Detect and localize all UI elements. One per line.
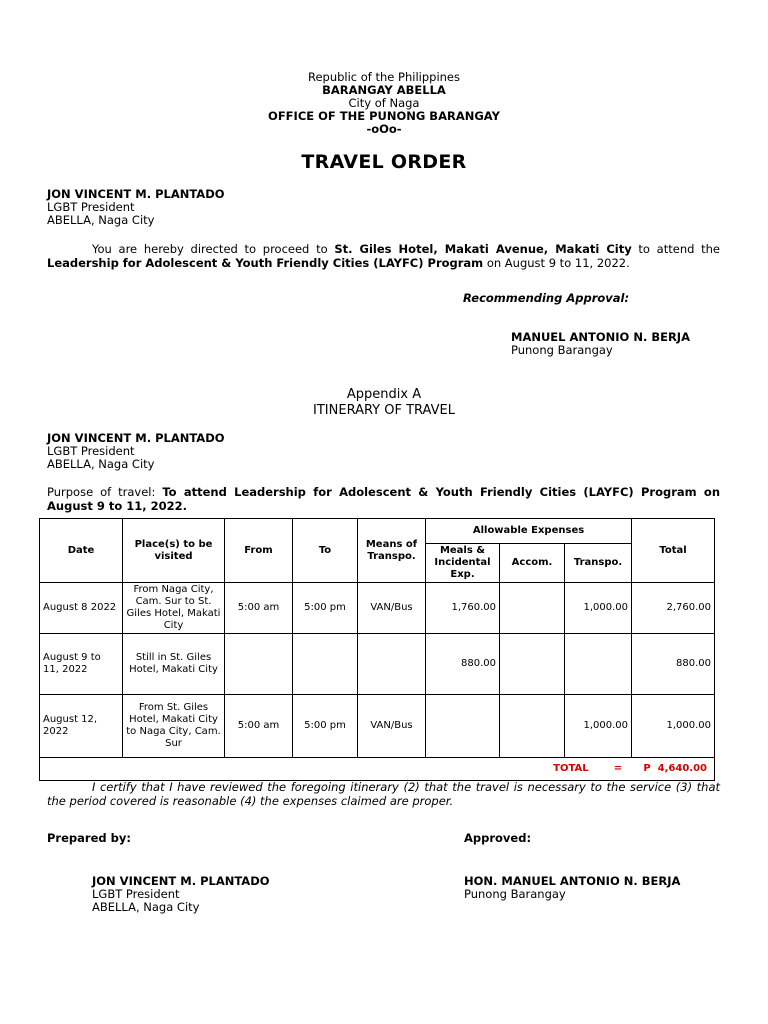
appendix-subtitle: ITINERARY OF TRAVEL (313, 403, 455, 418)
itinerary-table (39, 518, 715, 781)
appendix-address: ABELLA, Naga City (47, 457, 155, 471)
header-means: Means of Transpo. (358, 519, 426, 583)
recommending-position: Punong Barangay (511, 343, 613, 357)
body-text-3: on August 9 to 11, 2022. (483, 256, 630, 270)
cell-accom (500, 634, 565, 695)
addressee-name: JON VINCENT M. PLANTADO (47, 187, 225, 201)
cell-from: 5:00 am (225, 695, 293, 758)
cell-meals (426, 695, 500, 758)
cell-means (358, 634, 426, 695)
prepared-position: LGBT President (92, 887, 180, 901)
cell-accom (500, 695, 565, 758)
header-total: Total (632, 519, 715, 583)
header-to: To (293, 519, 358, 583)
body-text-2: to attend the (631, 242, 720, 256)
certification-text: I certify that I have reviewed the foregoing itinerary (2) that the travel is necessary to the service (3) that the period covered is reasonable (4) the expenses claimed are proper. (47, 780, 720, 808)
appendix-addressee (47, 432, 225, 471)
total-label: TOTAL (553, 763, 589, 774)
cell-place: From St. Giles Hotel, Makati City to Naga City, Cam. Sur (123, 695, 225, 758)
cell-meals: 1,760.00 (426, 583, 500, 634)
total-equals: = (613, 763, 623, 774)
cell-to (293, 634, 358, 695)
prepared-address: ABELLA, Naga City (92, 900, 200, 914)
approved-position: Punong Barangay (464, 887, 566, 901)
total-cell (40, 758, 715, 781)
addressee-address: ABELLA, Naga City (47, 213, 155, 227)
cell-to: 5:00 pm (293, 695, 358, 758)
body-paragraph (47, 242, 720, 270)
destination: St. Giles Hotel, Makati Avenue, Makati City (334, 242, 632, 256)
table-row (40, 583, 715, 634)
letterhead-barangay: BARANGAY ABELLA (322, 83, 446, 97)
prepared-by-label: Prepared by: (47, 831, 131, 845)
table-header-row (40, 519, 715, 544)
cell-date: August 9 to 11, 2022 (40, 634, 123, 695)
table-total-row (40, 758, 715, 781)
cell-date: August 12, 2022 (40, 695, 123, 758)
approved-name: HON. MANUEL ANTONIO N. BERJA (464, 874, 681, 888)
header-places: Place(s) to be visited (123, 519, 225, 583)
cell-transpo: 1,000.00 (565, 583, 632, 634)
approved-label: Approved: (464, 831, 532, 845)
letterhead-city: City of Naga (348, 96, 420, 110)
program-name: Leadership for Adolescent & Youth Friendly Cities (LAYFC) Program (47, 256, 484, 270)
header-from: From (225, 519, 293, 583)
recommending-name: MANUEL ANTONIO N. BERJA (511, 330, 690, 344)
recommending-signatory (511, 331, 690, 357)
cell-total: 1,000.00 (632, 695, 715, 758)
header-allowable-expenses: Allowable Expenses (426, 519, 632, 544)
cell-means: VAN/Bus (358, 695, 426, 758)
addressee-position: LGBT President (47, 200, 135, 214)
cell-total: 2,760.00 (632, 583, 715, 634)
cell-transpo (565, 634, 632, 695)
cell-place: From Naga City, Cam. Sur to St. Giles Hotel, Makati City (123, 583, 225, 634)
cell-total: 880.00 (632, 634, 715, 695)
cell-date: August 8 2022 (40, 583, 123, 634)
page-title: TRAVEL ORDER (301, 151, 467, 173)
approved-signatory (464, 875, 680, 901)
letterhead-ornament: -oOo- (366, 122, 402, 136)
letterhead-office: OFFICE OF THE PUNONG BARANGAY (268, 109, 500, 123)
appendix-title: Appendix A (346, 387, 422, 402)
cell-place: Still in St. Giles Hotel, Makati City (123, 634, 225, 695)
header-meals: Meals & Incidental Exp. (426, 544, 500, 583)
appendix-position: LGBT President (47, 444, 135, 458)
cell-means: VAN/Bus (358, 583, 426, 634)
appendix-name: JON VINCENT M. PLANTADO (47, 431, 225, 445)
cell-to: 5:00 pm (293, 583, 358, 634)
header-accom: Accom. (500, 544, 565, 583)
letterhead-republic: Republic of the Philippines (307, 70, 461, 84)
cell-from: 5:00 am (225, 583, 293, 634)
header-date: Date (40, 519, 123, 583)
cell-transpo: 1,000.00 (565, 695, 632, 758)
prepared-by-signatory (92, 875, 270, 914)
cell-from (225, 634, 293, 695)
letterhead (0, 71, 768, 136)
addressee-block (47, 188, 225, 227)
prepared-name: JON VINCENT M. PLANTADO (92, 874, 270, 888)
purpose-of-travel (47, 485, 720, 513)
body-text-1: You are hereby directed to proceed to (92, 242, 335, 256)
header-transpo: Transpo. (565, 544, 632, 583)
purpose-text: To attend Leadership for Adolescent & Youth Friendly Cities (LAYFC) Program on August 9 to 11, 2022. (47, 485, 721, 513)
table-row (40, 634, 715, 695)
cell-accom (500, 583, 565, 634)
table-row (40, 695, 715, 758)
recommending-approval-label: Recommending Approval: (463, 291, 630, 305)
grand-total: P 4,640.00 (643, 763, 708, 774)
cell-meals: 880.00 (426, 634, 500, 695)
purpose-label: Purpose of travel: (47, 485, 163, 499)
